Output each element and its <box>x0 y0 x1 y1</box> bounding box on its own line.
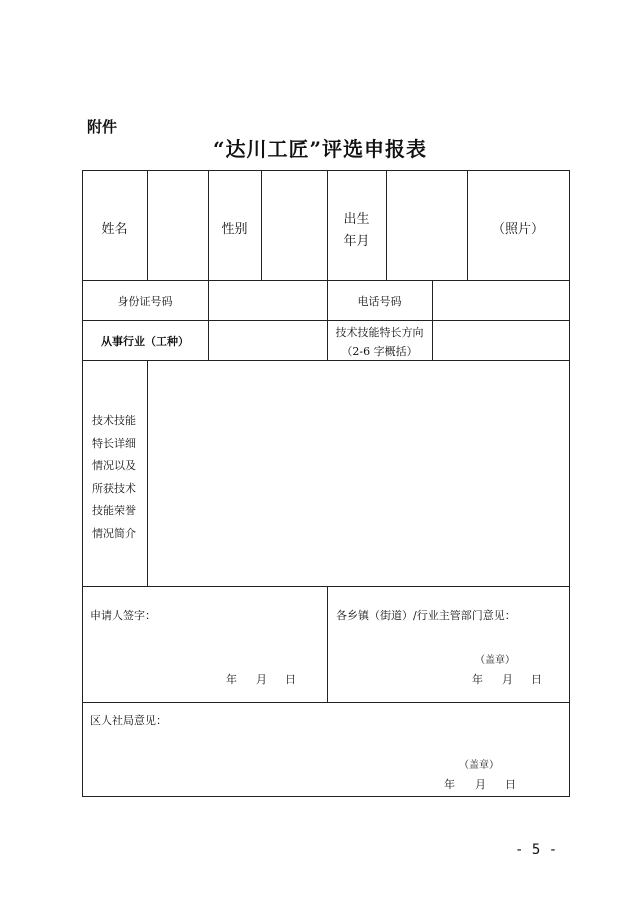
col-divider <box>261 170 262 280</box>
attachment-label: 附件 <box>87 118 118 136</box>
row-divider-2 <box>82 320 570 321</box>
district-opinion-label: 区人社局意见： <box>90 714 167 727</box>
col-divider <box>432 280 433 360</box>
page-number: - 5 - <box>515 842 558 858</box>
skill-details-line: 技能荣誉 <box>92 504 136 517</box>
id-number-label: 身份证号码 <box>117 295 173 308</box>
skill-direction-label: 技术技能特长方向 <box>335 326 424 339</box>
skill-details-line: 情况以及 <box>92 459 136 472</box>
row-divider-4 <box>82 586 570 587</box>
district-date-day: 日 <box>505 778 516 791</box>
form-title: “达川工匠”评选申报表 <box>212 137 427 161</box>
birth-label-line2: 年月 <box>343 234 370 249</box>
district-seal-label: （盖章） <box>459 760 499 771</box>
photo-placeholder: （照片） <box>491 222 544 237</box>
skill-details-line: 技术技能 <box>92 414 136 427</box>
col-divider <box>386 170 387 280</box>
skill-details-line: 情况简介 <box>92 526 136 540</box>
col-divider <box>327 586 328 702</box>
row-divider-3 <box>82 360 570 361</box>
birth-label-line1: 出生 <box>343 212 370 227</box>
skill-direction-hint: （2-6 字概括） <box>341 345 418 358</box>
row-divider-5 <box>82 702 570 703</box>
skill-details-line: 所获技术 <box>92 481 136 495</box>
skill-details-line: 特长详细 <box>92 436 136 450</box>
border-top <box>82 170 570 171</box>
town-date-day: 日 <box>531 673 542 686</box>
skill-details-label <box>82 410 146 545</box>
district-date-year: 年 <box>444 778 455 791</box>
phone-label: 电话号码 <box>357 295 402 308</box>
border-bottom <box>82 796 570 797</box>
gender-label: 性别 <box>221 222 248 237</box>
town-seal-label: （盖章） <box>475 655 515 666</box>
row-divider-1 <box>82 280 570 281</box>
col-divider <box>147 170 148 280</box>
district-date-month: 月 <box>475 778 486 791</box>
applicant-signature-label: 申请人签字： <box>90 609 156 622</box>
town-date-month: 月 <box>502 673 513 686</box>
town-opinion-label: 各乡镇（街道）/行业主管部门意见： <box>336 609 516 622</box>
applicant-date-month: 月 <box>256 673 267 686</box>
col-divider <box>208 280 209 360</box>
application-form <box>82 170 570 796</box>
applicant-date-day: 日 <box>285 673 296 686</box>
col-divider <box>147 360 148 586</box>
industry-label: 从事行业（工种） <box>101 335 189 348</box>
name-label: 姓名 <box>101 222 128 237</box>
town-date-year: 年 <box>472 673 483 686</box>
applicant-date-year: 年 <box>226 673 237 686</box>
